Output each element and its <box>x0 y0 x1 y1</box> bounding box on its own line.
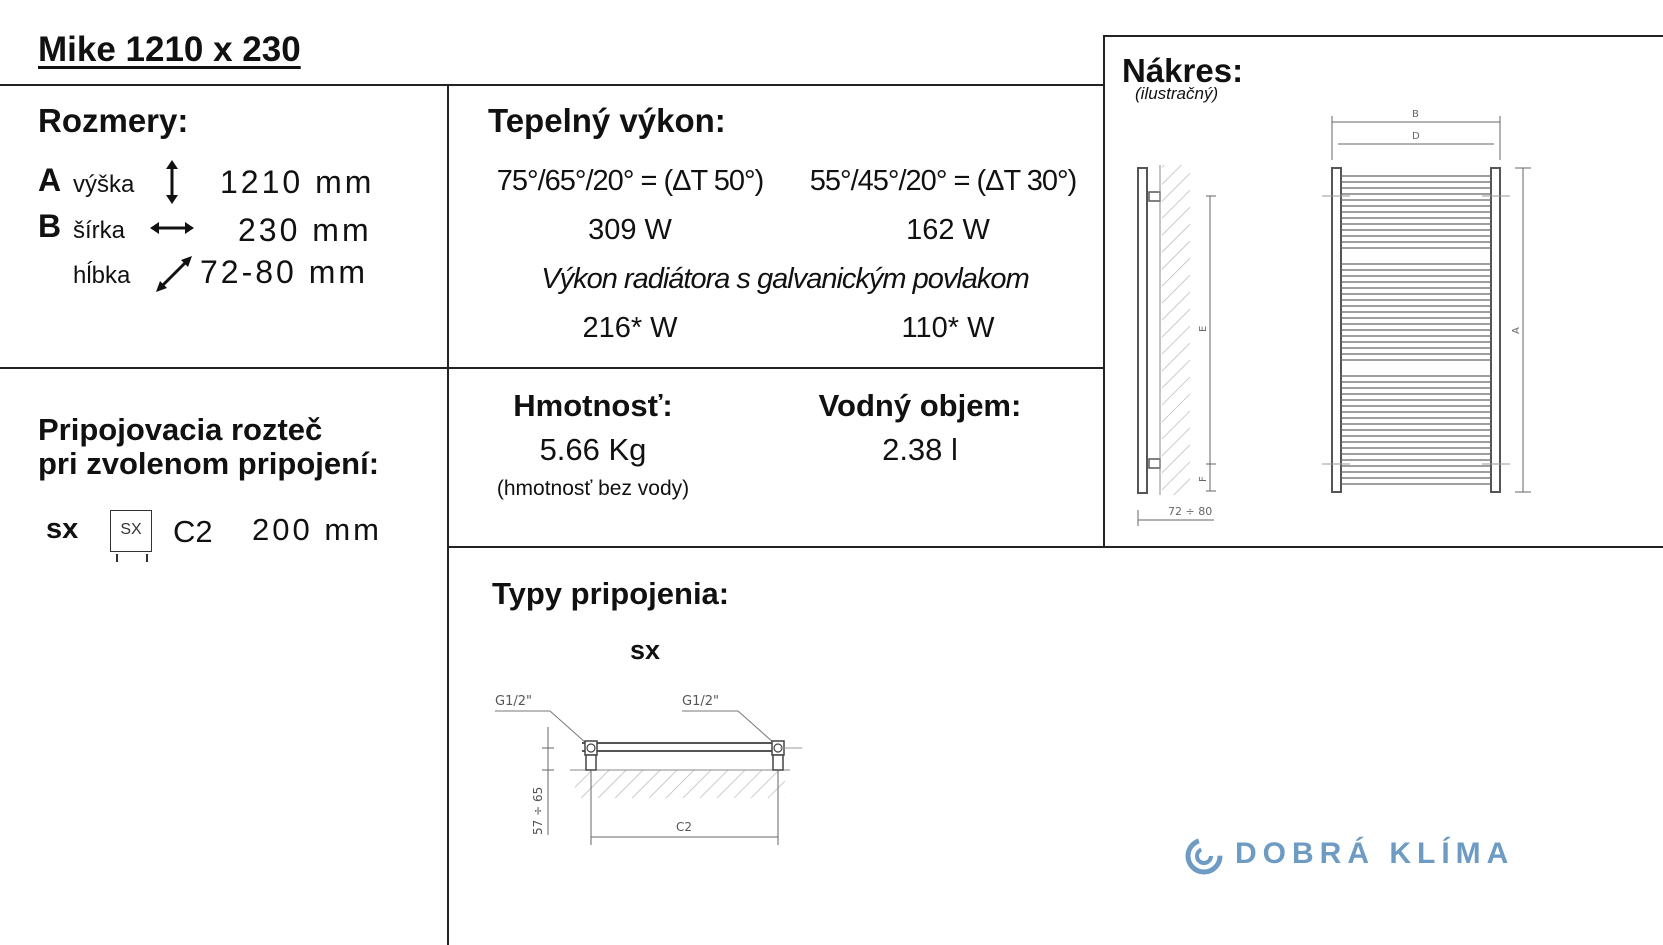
thermal-col1-value: 309 W <box>588 214 672 246</box>
sx-icon-label: SX <box>120 521 142 538</box>
label-a: A <box>1511 327 1522 334</box>
radiator-drawing <box>1110 100 1550 540</box>
diagonal-arrow-icon <box>154 254 194 294</box>
side-view <box>1138 165 1216 526</box>
logo-swirl-icon <box>1183 835 1225 877</box>
connection-type-label: sx <box>46 513 79 545</box>
page-title: Mike 1210 x 230 <box>38 30 301 69</box>
connection-types-sx: sx <box>630 635 661 665</box>
spacing-label: C2 <box>676 820 693 834</box>
thread-right-label: G1/2" <box>682 694 719 709</box>
logo-text: DOBRÁ KLÍMA <box>1235 837 1515 870</box>
thermal-col2-value: 162 W <box>906 214 990 246</box>
dimensions-heading: Rozmery: <box>38 102 189 139</box>
dimension-value: 1210 mm <box>220 164 375 200</box>
galvanic-note: Výkon radiátora s galvanickým povlakom <box>541 263 1029 295</box>
front-view <box>1322 109 1531 492</box>
connection-spacing-heading-line2: pri zvolenom pripojení: <box>38 446 380 481</box>
connection-spacing-heading-line1: Pripojovacia rozteč <box>38 412 323 447</box>
dimension-row-b <box>38 208 438 253</box>
horizontal-arrow-icon <box>150 218 194 238</box>
dobra-klima-logo <box>1183 833 1553 879</box>
drawing-box-left <box>1103 35 1105 547</box>
connection-types-heading: Typy pripojenia: <box>492 576 730 611</box>
label-d: D <box>1412 131 1420 142</box>
connection-diagram <box>490 685 820 855</box>
dimension-letter: A <box>38 162 62 198</box>
drawing-heading: Nákres: <box>1122 52 1244 89</box>
weight-note: (hmotnosť bez vody) <box>496 477 690 500</box>
lower-divider <box>447 546 1663 548</box>
thermal-heading: Tepelný výkon: <box>488 102 726 139</box>
thermal-col1-header: 75°/65°/20° = (ΔT 50°) <box>496 165 764 197</box>
label-depth: 72 ÷ 80 <box>1168 505 1213 518</box>
dimension-label: výška <box>73 171 135 198</box>
connection-param: C2 <box>173 514 213 549</box>
thread-left-label: G1/2" <box>495 694 532 709</box>
connection-spacing-value: 200 mm <box>252 512 382 547</box>
middle-divider <box>0 367 1103 369</box>
top-divider <box>0 84 1103 86</box>
thermal-col2-header: 55°/45°/20° = (ΔT 30°) <box>809 165 1077 197</box>
water-volume-heading: Vodný objem: <box>818 388 1022 423</box>
weight-heading: Hmotnosť: <box>513 388 673 423</box>
dimension-letter: B <box>38 208 62 244</box>
label-b: B <box>1412 109 1419 120</box>
dimension-label: hĺbka <box>73 262 131 289</box>
label-f: F <box>1198 476 1209 482</box>
drawing-subheading: (ilustračný) <box>1135 84 1219 103</box>
dimension-value: 72-80 mm <box>200 254 369 290</box>
sx-connection-icon <box>110 510 154 564</box>
vertical-arrow-icon <box>162 160 182 204</box>
dimension-value: 230 mm <box>238 212 372 248</box>
thermal-col2-galvanic: 110* W <box>901 312 995 344</box>
dimension-row-depth <box>38 252 438 297</box>
left-column-divider <box>447 84 449 945</box>
dimension-row-a <box>38 160 438 205</box>
water-volume-value: 2.38 l <box>882 432 958 467</box>
label-e: E <box>1198 325 1209 332</box>
height-label: 57 ÷ 65 <box>531 786 545 835</box>
weight-value: 5.66 Kg <box>539 432 647 467</box>
thermal-col1-galvanic: 216* W <box>582 312 678 344</box>
drawing-box-top <box>1103 35 1663 37</box>
dimension-label: šírka <box>73 217 126 244</box>
